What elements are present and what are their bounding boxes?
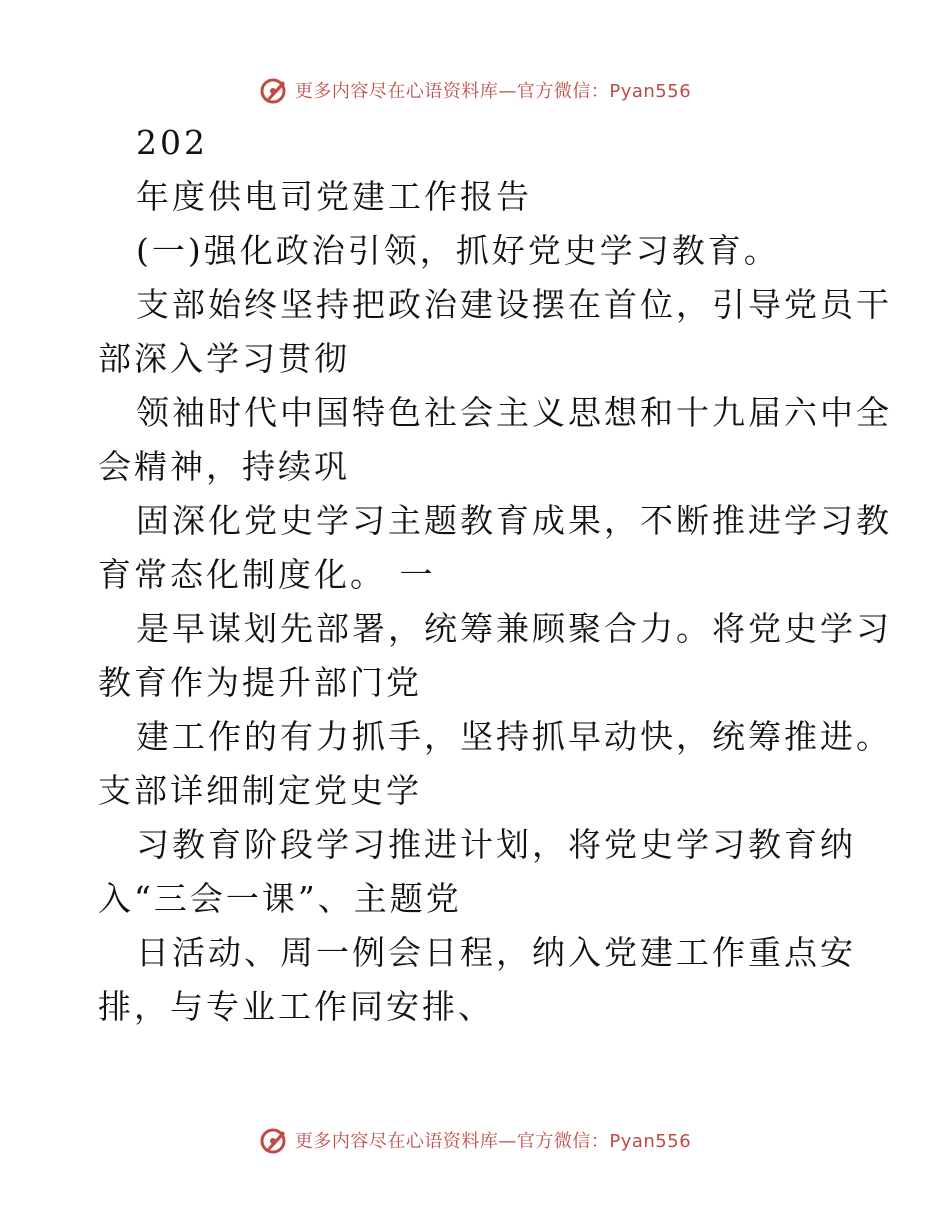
text-line: 部深入学习贯彻 <box>98 339 350 378</box>
quill-logo-icon <box>259 1125 289 1155</box>
text-line: 日活动、周一例会日程，纳入党建工作重点安 <box>136 933 856 972</box>
text-line: 会精神，持续巩 <box>98 447 350 486</box>
text-line: 入“三会一课”、主题党 <box>98 879 462 918</box>
text-line: 教育作为提升部门党 <box>98 663 422 702</box>
text-line: 202 <box>136 123 208 162</box>
text-line: (一)强化政治引领，抓好党史学习教育。 <box>136 231 780 270</box>
text-line: 支部始终坚持把政治建设摆在首位，引导党员干 <box>136 285 892 324</box>
text-line: 习教育阶段学习推进计划，将党史学习教育纳 <box>136 825 856 864</box>
header-watermark <box>0 70 950 110</box>
watermark-text: 更多内容尽在心语资料库—官方微信：Pyan556 <box>294 1131 692 1152</box>
watermark-text: 更多内容尽在心语资料库—官方微信：Pyan556 <box>294 81 692 102</box>
document-body <box>98 123 892 1044</box>
text-line: 领袖时代中国特色社会主义思想和十九届六中全 <box>136 393 892 432</box>
text-line: 排，与专业工作同安排、 <box>98 987 494 1026</box>
text-line: 年度供电司党建工作报告 <box>136 177 532 216</box>
quill-logo-icon <box>259 75 289 105</box>
text-line: 育常态化制度化。 一 <box>98 555 436 594</box>
text-line: 是早谋划先部署，统筹兼顾聚合力。将党史学习 <box>136 609 892 648</box>
text-line: 支部详细制定党史学 <box>98 771 422 810</box>
text-line: 建工作的有力抓手，坚持抓早动快，统筹推进。 <box>136 717 892 756</box>
footer-watermark <box>0 1120 950 1160</box>
text-line: 固深化党史学习主题教育成果，不断推进学习教 <box>136 501 892 540</box>
